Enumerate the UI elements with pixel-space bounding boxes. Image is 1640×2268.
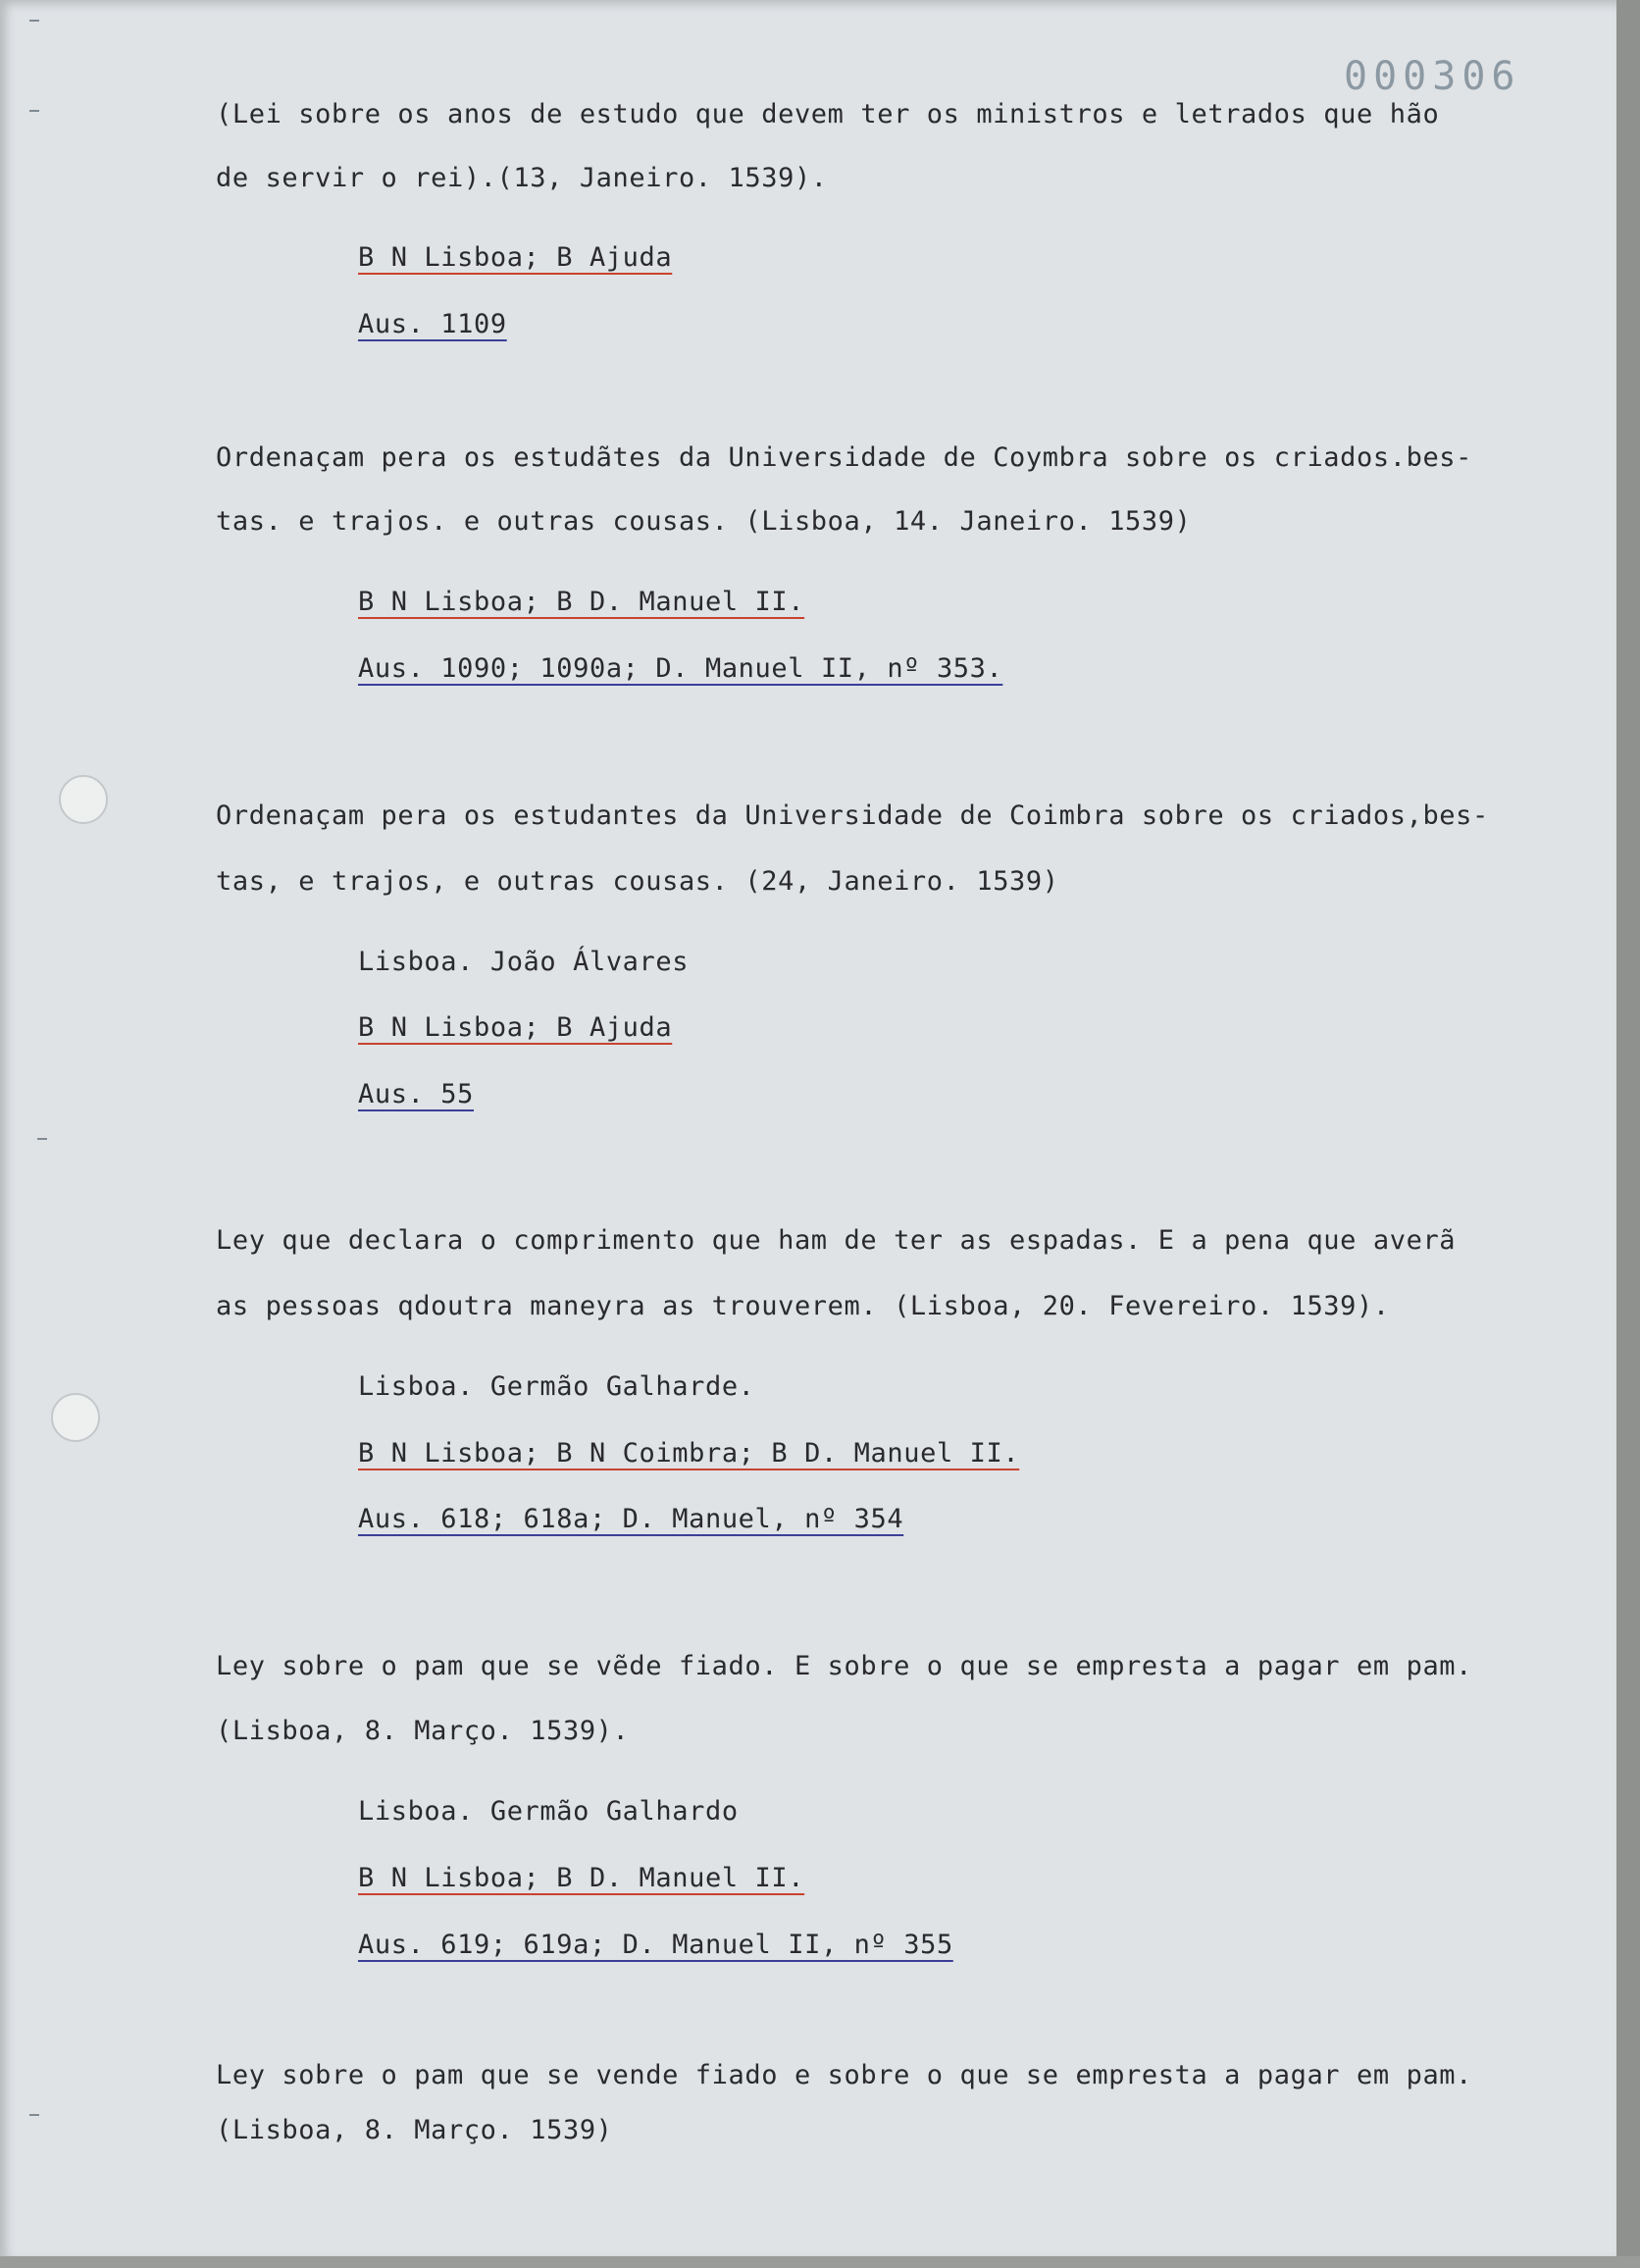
margin-mark bbox=[29, 2114, 39, 2116]
entry-4-catalogue-ref: Aus. 618; 618a; D. Manuel, nº 354 bbox=[358, 1504, 904, 1534]
entry-2-title-line-2: tas. e trajos. e outras cousas. (Lisboa, 14. Janeiro. 1539) bbox=[216, 506, 1192, 537]
entry-6-title-line-1: Ley sobre o pam que se vende fiado e sobre o que se empresta a pagar em pam. bbox=[216, 2060, 1473, 2090]
punch-hole-top bbox=[59, 775, 108, 824]
entry-5-printer: Lisboa. Germão Galhardo bbox=[358, 1796, 739, 1827]
entry-1-catalogue-ref: Aus. 1109 bbox=[358, 309, 507, 339]
entry-5-libraries: B N Lisboa; B D. Manuel II. bbox=[358, 1863, 805, 1893]
margin-mark bbox=[37, 1138, 47, 1140]
entry-4-libraries: B N Lisboa; B N Coimbra; B D. Manuel II. bbox=[358, 1438, 1020, 1469]
entry-3-libraries: B N Lisboa; B Ajuda bbox=[358, 1012, 673, 1043]
entry-6-title-line-2: (Lisboa, 8. Março. 1539) bbox=[216, 2115, 613, 2145]
punch-hole-bottom bbox=[51, 1393, 100, 1442]
entry-1-libraries: B N Lisboa; B Ajuda bbox=[358, 242, 673, 273]
scan-edge-right bbox=[1616, 0, 1640, 2268]
entry-3-printer: Lisboa. João Álvares bbox=[358, 947, 690, 977]
entry-1-title-line-2: de servir o rei).(13, Janeiro. 1539). bbox=[216, 163, 828, 193]
entry-5-catalogue-ref: Aus. 619; 619a; D. Manuel II, nº 355 bbox=[358, 1930, 953, 1960]
entry-1-title-line-1: (Lei sobre os anos de estudo que devem ter os ministros e letrados que hão bbox=[216, 99, 1440, 129]
entry-3-title-line-2: tas, e trajos, e outras cousas. (24, Janeiro. 1539) bbox=[216, 866, 1059, 897]
entry-3-catalogue-ref: Aus. 55 bbox=[358, 1079, 474, 1109]
entry-2-libraries: B N Lisboa; B D. Manuel II. bbox=[358, 587, 805, 617]
entry-5-title-line-1: Ley sobre o pam que se vẽde fiado. E sobre o que se empresta a pagar em pam. bbox=[216, 1651, 1473, 1681]
margin-mark bbox=[29, 20, 39, 22]
entry-2-title-line-1: Ordenaçam pera os estudãtes da Universidade de Coymbra sobre os criados.bes- bbox=[216, 442, 1473, 473]
page-number-stamp: 000306 bbox=[1344, 54, 1521, 99]
entry-4-title-line-2: as pessoas qdoutra maneyra as trouverem. (Lisboa, 20. Fevereiro. 1539). bbox=[216, 1291, 1390, 1321]
entry-4-title-line-1: Ley que declara o comprimento que ham de ter as espadas. E a pena que averã bbox=[216, 1225, 1457, 1256]
entry-4-printer: Lisboa. Germão Galharde. bbox=[358, 1371, 755, 1402]
margin-mark bbox=[29, 110, 39, 112]
entry-3-title-line-1: Ordenaçam pera os estudantes da Universidade de Coimbra sobre os criados,bes- bbox=[216, 800, 1489, 831]
entry-5-title-line-2: (Lisboa, 8. Março. 1539). bbox=[216, 1716, 630, 1746]
scan-edge-bottom bbox=[0, 2256, 1640, 2268]
entry-2-catalogue-ref: Aus. 1090; 1090a; D. Manuel II, nº 353. bbox=[358, 653, 1003, 684]
